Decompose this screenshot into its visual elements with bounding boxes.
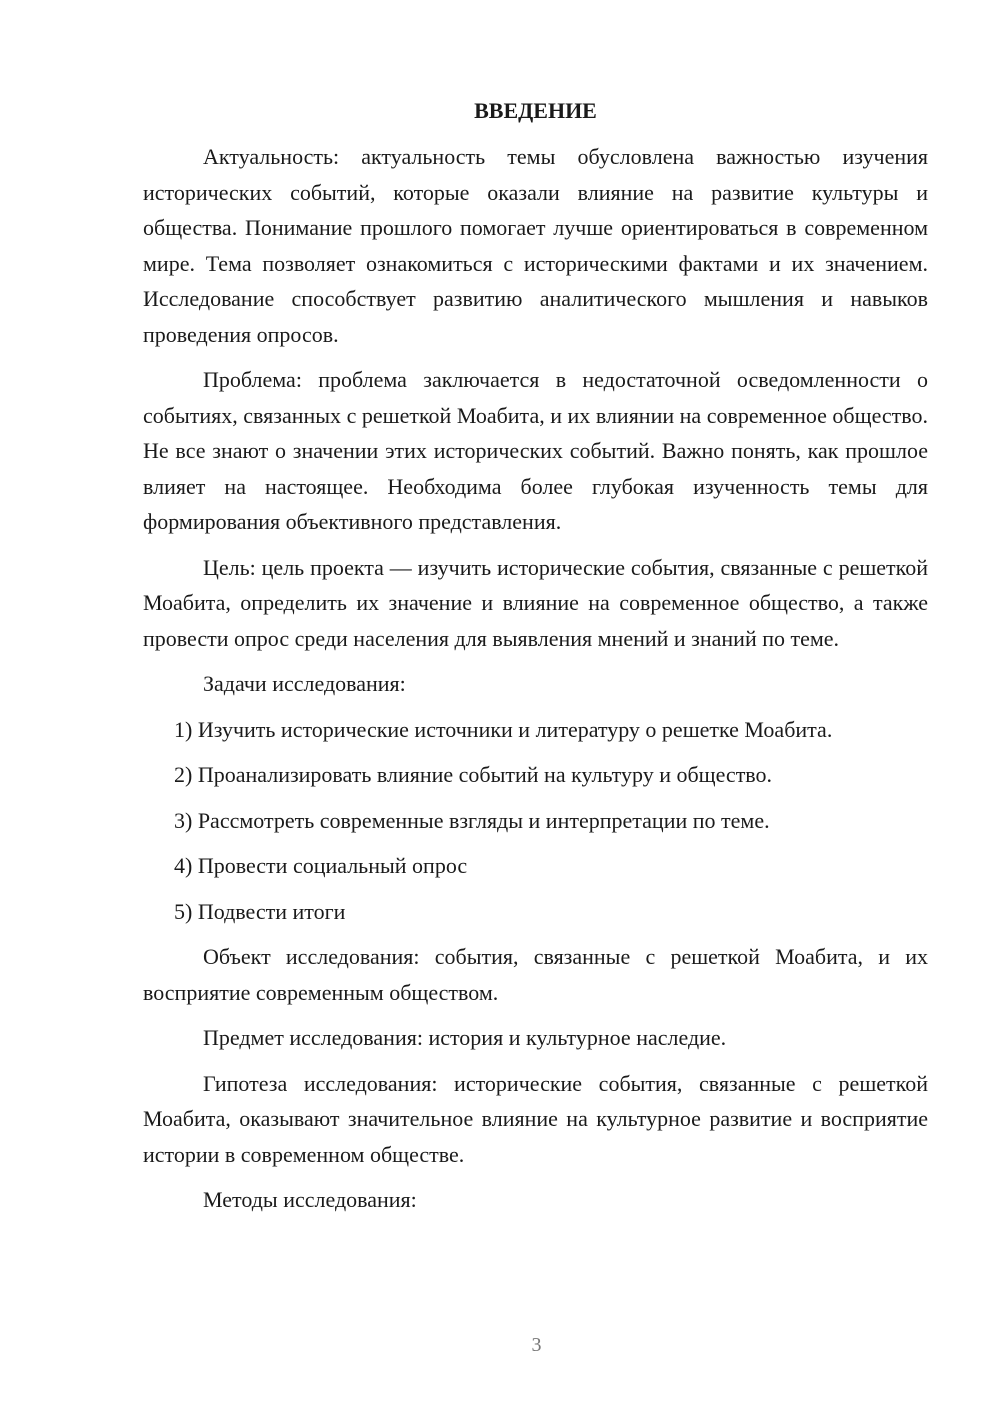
object-paragraph: Объект исследования: события, связанные с решеткой Моабита, и их восприятие современным обществом. [143, 944, 928, 1005]
list-item: 2) Проанализировать влияние событий на культуру и общество. [174, 762, 773, 787]
methods-heading: Методы исследования: [203, 1187, 417, 1212]
problem-paragraph: Проблема: проблема заключается в недостаточной осведомленности о событиях, связанных с решеткой Моабита, и их влиянии на современное общество. Не все знают о значении этих исторических событий. Важно понять, как прошлое влияет на настоящее. Необходима более глубокая изученность темы для формирования объективного представления. [143, 367, 928, 534]
tasks-list [143, 712, 928, 930]
subject-paragraph: Предмет исследования: история и культурное наследие. [203, 1025, 727, 1050]
page-title: ВВЕДЕНИЕ [474, 98, 597, 123]
relevance-paragraph: Актуальность: актуальность темы обусловлена важностью изучения исторических событий, которые оказали влияние на развитие культуры и общества. Понимание прошлого помогает лучше ориентироваться в современном мире. Тема позволяет ознакомиться с историческими фактами и их значением. Исследование способствует развитию аналитического мышления и навыков проведения опросов. [143, 144, 928, 347]
list-item: 4) Провести социальный опрос [174, 853, 468, 878]
document-page [143, 96, 928, 1218]
list-item: 1) Изучить исторические источники и литературу о решетке Моабита. [174, 716, 833, 742]
goal-paragraph: Цель: цель проекта — изучить исторические события, связанные с решеткой Моабита, определить их значение и влияние на современное общество, а также провести опрос среди населения для выявления мнений и знаний по теме. [143, 554, 928, 651]
list-item: 3) Рассмотреть современные взгляды и интерпретации по теме. [174, 807, 770, 833]
tasks-heading: Задачи исследования: [203, 671, 406, 696]
page-number: 3 [531, 1334, 542, 1356]
hypothesis-paragraph: Гипотеза исследования: исторические события, связанные с решеткой Моабита, оказывают значительное влияние на культурное развитие и восприятие истории в современном обществе. [143, 1070, 928, 1167]
list-item: 5) Подвести итоги [174, 898, 346, 924]
